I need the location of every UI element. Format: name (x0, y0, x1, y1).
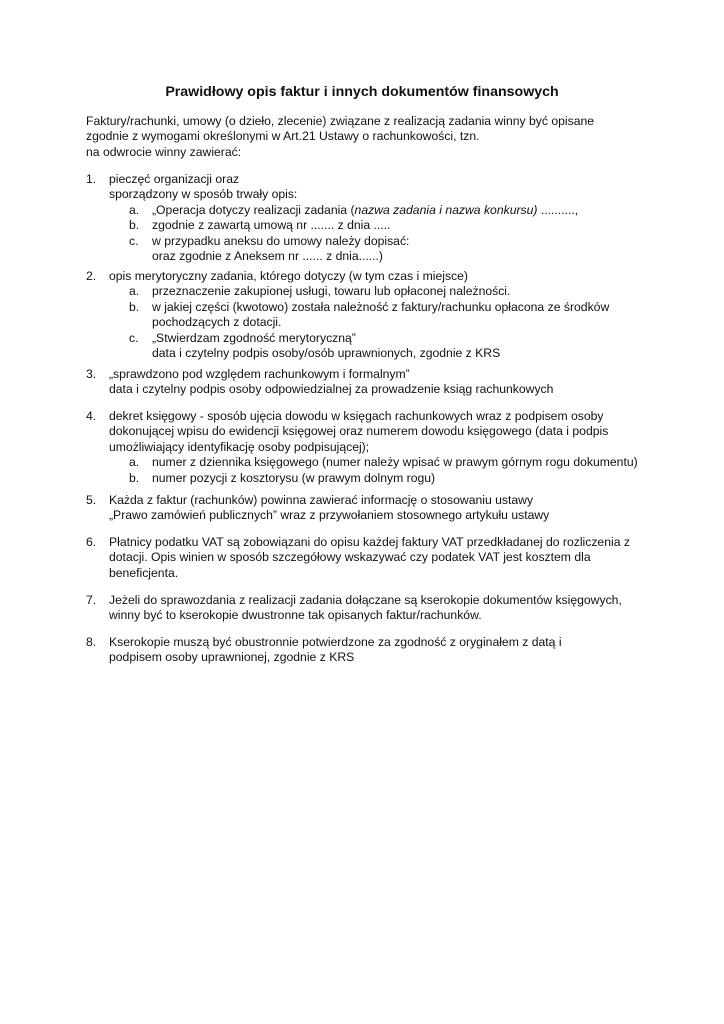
item-line: dokonującej wpisu do ewidencji księgowej oraz numerem dowodu księgowego (data i podpis (109, 424, 609, 439)
sub-item-text-part: „Operacja dotyczy realizacji zadania ( (152, 202, 355, 217)
item-line: Jeżeli do sprawozdania z realizacji zadania dołączane są kserokopie dokumentów księgowych, (109, 593, 622, 607)
sub-item-letter: a. (129, 455, 140, 470)
sub-item-text: przeznaczenie zakupionej usługi, towaru lub opłaconej należności. (152, 284, 511, 299)
item-number: 1. (86, 172, 97, 186)
sub-item-italic-text: nazwa zadania i nazwa konkursu) (354, 202, 538, 217)
item-number: 7. (86, 593, 97, 607)
sub-item-text-part: .........., (537, 202, 579, 217)
item-line: Każda z faktur (rachunków) powinna zawierać informację o stosowaniu ustawy (109, 493, 534, 507)
sub-item-letter: a. (129, 202, 140, 217)
item-line: data i czytelny podpis osoby odpowiedzialnej za prowadzenie ksiąg rachunkowych (109, 382, 554, 397)
intro-line: na odwrocie winny zawierać: (86, 144, 242, 159)
item-body (109, 367, 641, 398)
item-body (109, 493, 641, 524)
sub-item-b (109, 471, 641, 486)
item-line: umożliwiający identyfikację osoby podpisującej); (109, 439, 370, 454)
item-body (109, 172, 641, 264)
item-line: pieczęć organizacji oraz (109, 172, 240, 186)
sub-item-text: „Stwierdzam zgodność merytoryczną” (152, 330, 356, 345)
sub-item-letter: c. (129, 233, 139, 248)
sub-item-letter: c. (129, 330, 139, 345)
document-title: Prawidłowy opis faktur i innych dokumentów finansowych (165, 84, 559, 100)
item-body (109, 409, 641, 486)
item-number: 3. (86, 367, 97, 381)
item-body (109, 269, 641, 361)
item-number: 5. (86, 493, 97, 507)
item-body (109, 535, 641, 581)
sub-item-text (152, 203, 641, 218)
sub-item-text: pochodzących z dotacji. (152, 315, 282, 330)
sub-item-text: oraz zgodnie z Aneksem nr ...... z dnia......) (152, 249, 383, 264)
item-line: dotacji. Opis winien w sposób szczegółowy wskazywać czy podatek VAT jest kosztem dla (109, 550, 591, 565)
item-line: winny być to kserokopie dwustronne tak opisanych faktur/rachunków. (109, 608, 482, 623)
item-number: 4. (86, 409, 97, 423)
intro-line: zgodnie z wymogami określonymi w Art.21 Ustawy o rachunkowości, tzn. (86, 129, 480, 144)
sub-item-text: zgodnie z zawartą umową nr ....... z dnia ..... (152, 218, 391, 233)
item-number: 6. (86, 535, 97, 549)
item-body (109, 593, 641, 624)
sub-item-letter: b. (129, 218, 140, 233)
item-body (109, 635, 641, 666)
sub-item-letter: b. (129, 470, 140, 485)
sub-item-letter: b. (129, 299, 140, 314)
item-line: „Prawo zamówień publicznych” wraz z przywołaniem stosownego artykułu ustawy (109, 508, 550, 523)
sub-item-b (109, 218, 641, 233)
item-number: 8. (86, 635, 97, 649)
item-line: beneficjenta. (109, 565, 179, 580)
sub-item-c (109, 331, 641, 362)
sub-item-a (109, 284, 641, 299)
sub-item-c (109, 234, 641, 265)
sub-item-text: w przypadku aneksu do umowy należy dopisać: (152, 233, 410, 248)
item-line: Kserokopie muszą być obustronnie potwierdzone za zgodność z oryginałem z datą i (109, 635, 562, 649)
sub-item-text: w jakiej części (kwotowo) została należność z faktury/rachunku opłacona ze środków (152, 299, 610, 314)
item-number: 2. (86, 269, 97, 283)
intro-line: Faktury/rachunki, umowy (o dzieło, zlecenie) związane z realizacją zadania winny być opisane (86, 114, 595, 128)
item-line: sporządzony w sposób trwały opis: (109, 187, 298, 202)
item-line: „sprawdzono pod względem rachunkowym i formalnym” (109, 367, 410, 381)
intro-paragraph (86, 114, 646, 160)
sub-item-letter: a. (129, 284, 140, 299)
sub-item-a (109, 203, 641, 218)
item-line: podpisem osoby uprawnionej, zgodnie z KRS (109, 650, 355, 665)
item-line: dekret księgowy - sposób ujęcia dowodu w księgach rachunkowych wraz z podpisem osoby (109, 409, 604, 423)
item-line: Płatnicy podatku VAT są zobowiązani do opisu każdej faktury VAT przedkładanej do rozliczenia z (109, 535, 630, 549)
sub-item-a (109, 455, 641, 470)
sub-item-text: numer pozycji z kosztorysu (w prawym dolnym rogu) (152, 470, 436, 485)
sub-item-b (109, 300, 641, 331)
sub-item-text: numer z dziennika księgowego (numer należy wpisać w prawym górnym rogu dokumentu) (152, 455, 638, 470)
sub-item-text: data i czytelny podpis osoby/osób uprawnionych, zgodnie z KRS (152, 346, 501, 361)
item-line: opis merytoryczny zadania, którego dotyczy (w tym czas i miejsce) (109, 269, 468, 283)
